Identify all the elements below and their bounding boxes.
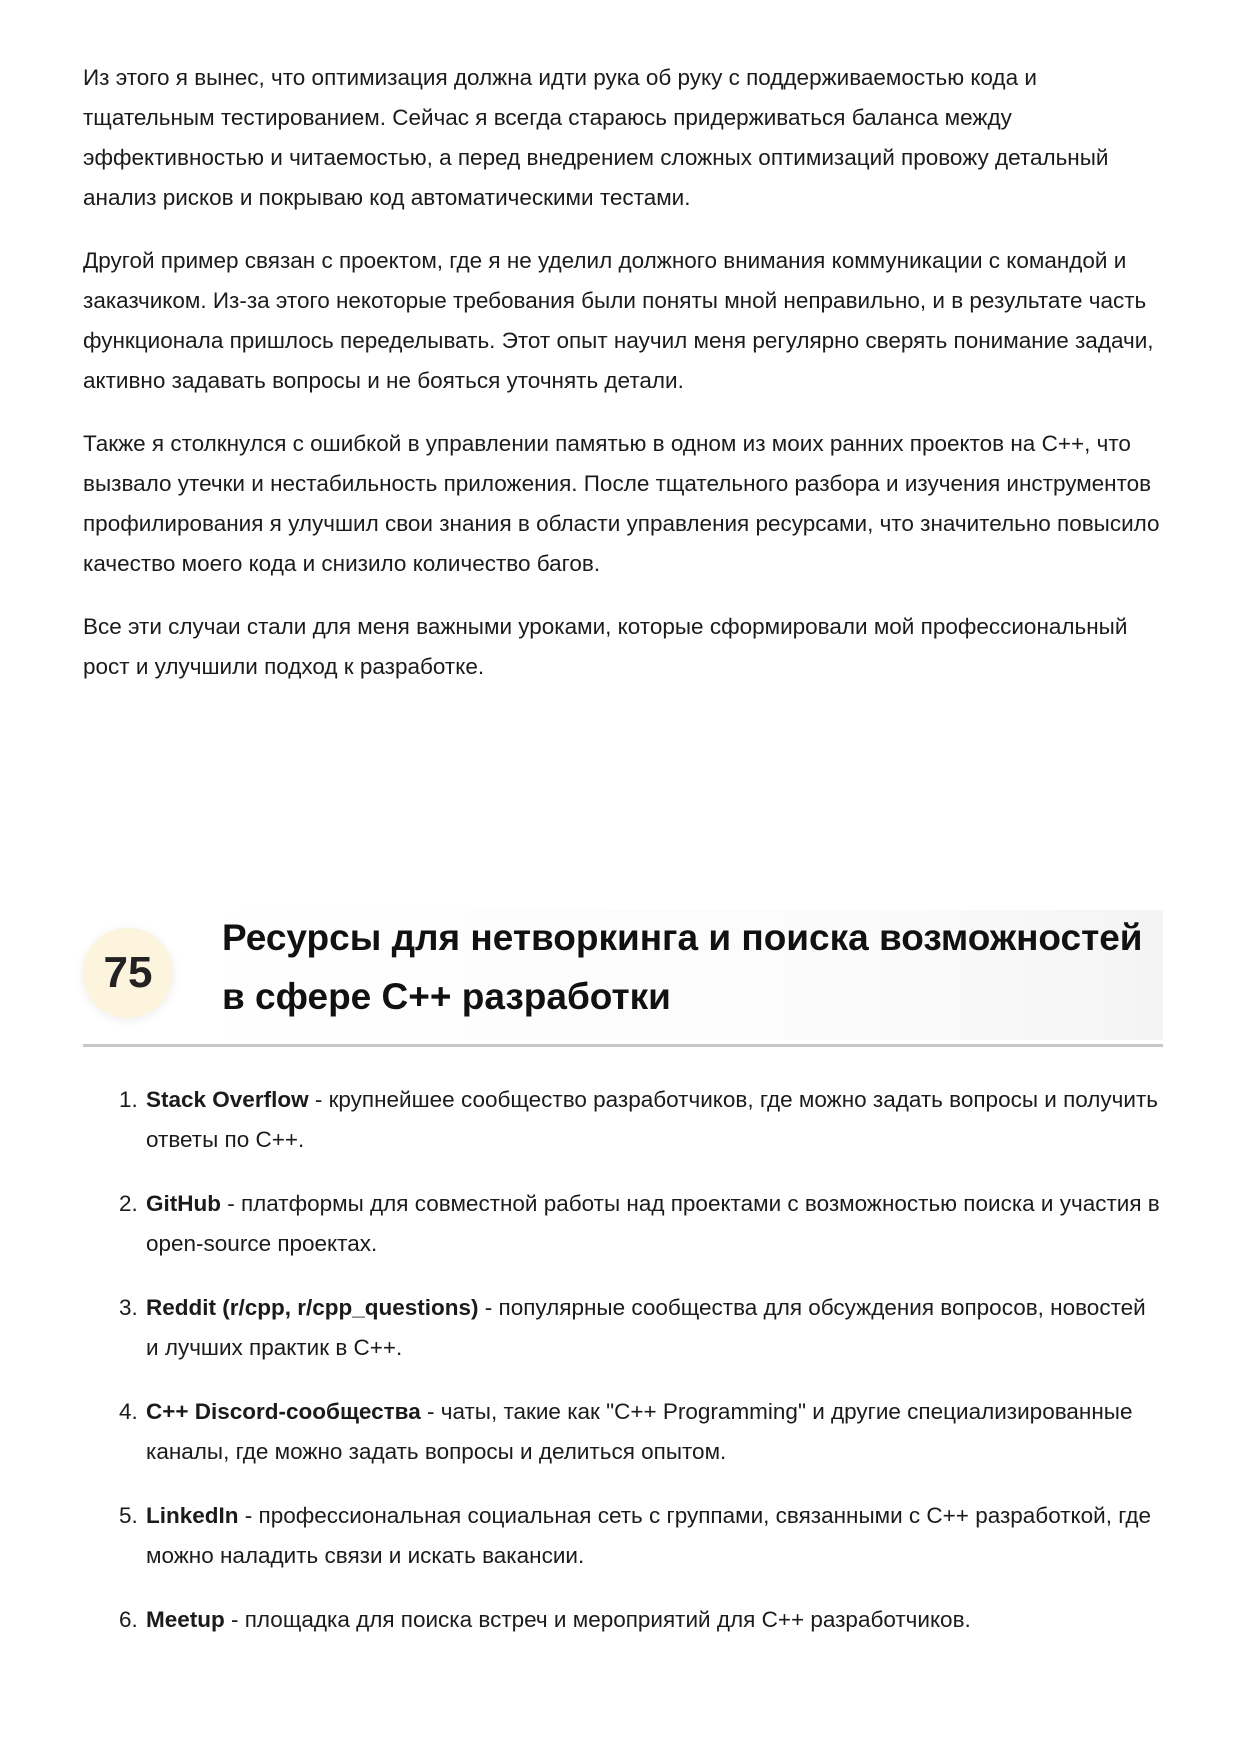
resource-description: - крупнейшее сообщество разработчиков, где можно задать вопросы и получить ответы по C++. — [146, 1087, 1158, 1152]
list-item-number: 4. — [119, 1399, 138, 1424]
resource-description: - чаты, такие как "C++ Programming" и другие специализированные каналы, где можно задать вопросы и делиться опытом. — [146, 1399, 1133, 1464]
resource-name: Stack Overflow — [146, 1087, 309, 1112]
resource-description: - популярные сообщества для обсуждения вопросов, новостей и лучших практик в C++. — [146, 1295, 1146, 1360]
list-item — [83, 1184, 1163, 1264]
list-item — [83, 1600, 1163, 1640]
resource-description: - платформы для совместной работы над проектами с возможностью поиска и участия в open-source проектах. — [146, 1191, 1160, 1256]
list-item-number: 5. — [119, 1503, 138, 1528]
list-item-number: 3. — [119, 1295, 138, 1320]
resources-list — [83, 1080, 1163, 1664]
resource-name: C++ Discord-сообщества — [146, 1399, 421, 1424]
resource-name: GitHub — [146, 1191, 221, 1216]
paragraph: Все эти случаи стали для меня важными уроками, которые сформировали мой профессиональный рост и улучшили подход к разработке. — [83, 614, 1128, 679]
list-item — [83, 1496, 1163, 1576]
paragraph: Также я столкнулся с ошибкой в управлении памятью в одном из моих ранних проектов на C++, что вызвало утечки и нестабильность приложения. После тщательного разбора и изучения инструментов профилирования я улучшил свои знания в области управления ресурсами, что значительно повысило качество моего кода и снизило количество багов. — [83, 431, 1160, 576]
list-item — [83, 1288, 1163, 1368]
paragraph: Из этого я вынес, что оптимизация должна идти рука об руку с поддерживаемостью кода и тщательным тестированием. Сейчас я всегда стараюсь придерживаться баланса между эффективностью и читаемостью, а перед внедрением сложных оптимизаций провожу детальный анализ рисков и покрываю код автоматическими тестами. — [83, 65, 1109, 210]
section-number-badge: 75 — [83, 928, 173, 1018]
resource-description: - площадка для поиска встреч и мероприятий для C++ разработчиков. — [224, 1607, 971, 1632]
section-header — [83, 908, 1163, 1047]
resource-name: Meetup — [146, 1607, 225, 1632]
body-text — [83, 58, 1163, 710]
resource-description: - профессиональная социальная сеть с группами, связанными с C++ разработкой, где можно наладить связи и искать вакансии. — [146, 1503, 1152, 1568]
paragraph: Другой пример связан с проектом, где я не уделил должного внимания коммуникации с командой и заказчиком. Из-за этого некоторые требования были поняты мной неправильно, и в результате часть функционала пришлось переделывать. Этот опыт научил меня регулярно сверять понимание задачи, активно задавать вопросы и не бояться уточнять детали. — [83, 248, 1154, 393]
list-item-number: 2. — [119, 1191, 138, 1216]
list-item-number: 6. — [119, 1607, 138, 1632]
list-item — [83, 1392, 1163, 1472]
resource-name: LinkedIn — [146, 1503, 239, 1528]
list-item-number: 1. — [119, 1087, 138, 1112]
resource-name: Reddit (r/cpp, r/cpp_questions) — [146, 1295, 479, 1320]
list-item — [83, 1080, 1163, 1160]
section-title: Ресурсы для нетворкинга и поиска возможностей в сфере C++ разработки — [222, 917, 1143, 1017]
